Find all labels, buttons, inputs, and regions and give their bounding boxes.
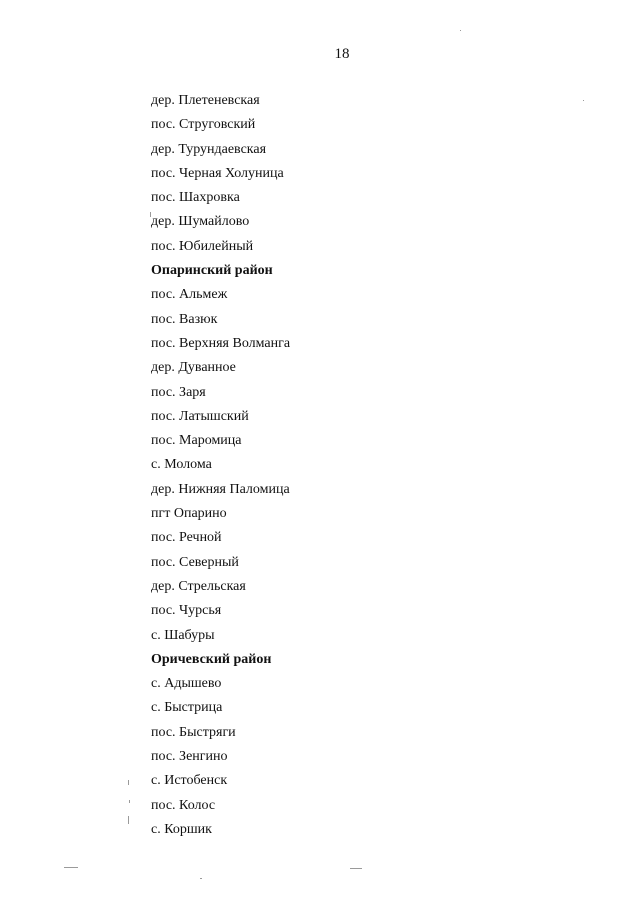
- list-item: дер. Стрельская: [151, 578, 246, 594]
- page-number: 18: [334, 46, 350, 62]
- list-item: дер. Нижняя Паломица: [151, 481, 290, 497]
- list-item: пос. Колос: [151, 797, 216, 813]
- district-heading: Опаринский район: [151, 263, 273, 279]
- list-item: дер. Шумайлово: [151, 214, 250, 230]
- list-item: пгт Опарино: [151, 506, 227, 522]
- list-item: с. Коршик: [151, 821, 212, 837]
- district-heading: Оричевский район: [151, 651, 272, 667]
- scan-speck: [128, 780, 129, 785]
- list-item: дер. Турундаевская: [151, 141, 267, 157]
- scan-speck: [460, 30, 461, 31]
- list-item: дер. Дуванное: [151, 360, 236, 376]
- scan-speck: [583, 100, 584, 101]
- list-item: пос. Речной: [151, 530, 222, 546]
- scan-speck: [350, 868, 362, 869]
- list-item: с. Адышево: [151, 676, 222, 692]
- list-item: пос. Верхняя Волманга: [151, 335, 291, 351]
- list-item: пос. Чурсья: [151, 603, 222, 619]
- list-item: пос. Зенгино: [151, 749, 228, 765]
- list-item: дер. Плетеневская: [151, 93, 260, 108]
- list-item: пос. Шахровка: [151, 190, 240, 206]
- list-item: пос. Латышский: [151, 408, 249, 424]
- list-item: пос. Альмеж: [151, 287, 228, 303]
- list-item: пос. Маромица: [151, 433, 242, 449]
- list-item: с. Шабуры: [151, 627, 215, 643]
- scan-speck: [200, 878, 202, 879]
- list-item: с. Истобенск: [151, 773, 228, 789]
- list-item: пос. Северный: [151, 554, 239, 570]
- list-item: с. Молома: [151, 457, 212, 473]
- settlement-list: [151, 91, 290, 844]
- list-item: с. Быстрица: [151, 700, 223, 716]
- list-item: пос. Струговский: [151, 117, 256, 133]
- list-item: пос. Вазюк: [151, 311, 218, 327]
- scan-speck: [150, 212, 151, 217]
- scan-speck: [129, 800, 130, 803]
- scan-speck: [64, 867, 78, 868]
- list-item: пос. Быстряги: [151, 724, 236, 740]
- list-item: пос. Черная Холуница: [151, 165, 284, 181]
- list-item: пос. Заря: [151, 384, 206, 400]
- list-item: пос. Юбилейный: [151, 238, 254, 254]
- scan-speck: [128, 816, 129, 824]
